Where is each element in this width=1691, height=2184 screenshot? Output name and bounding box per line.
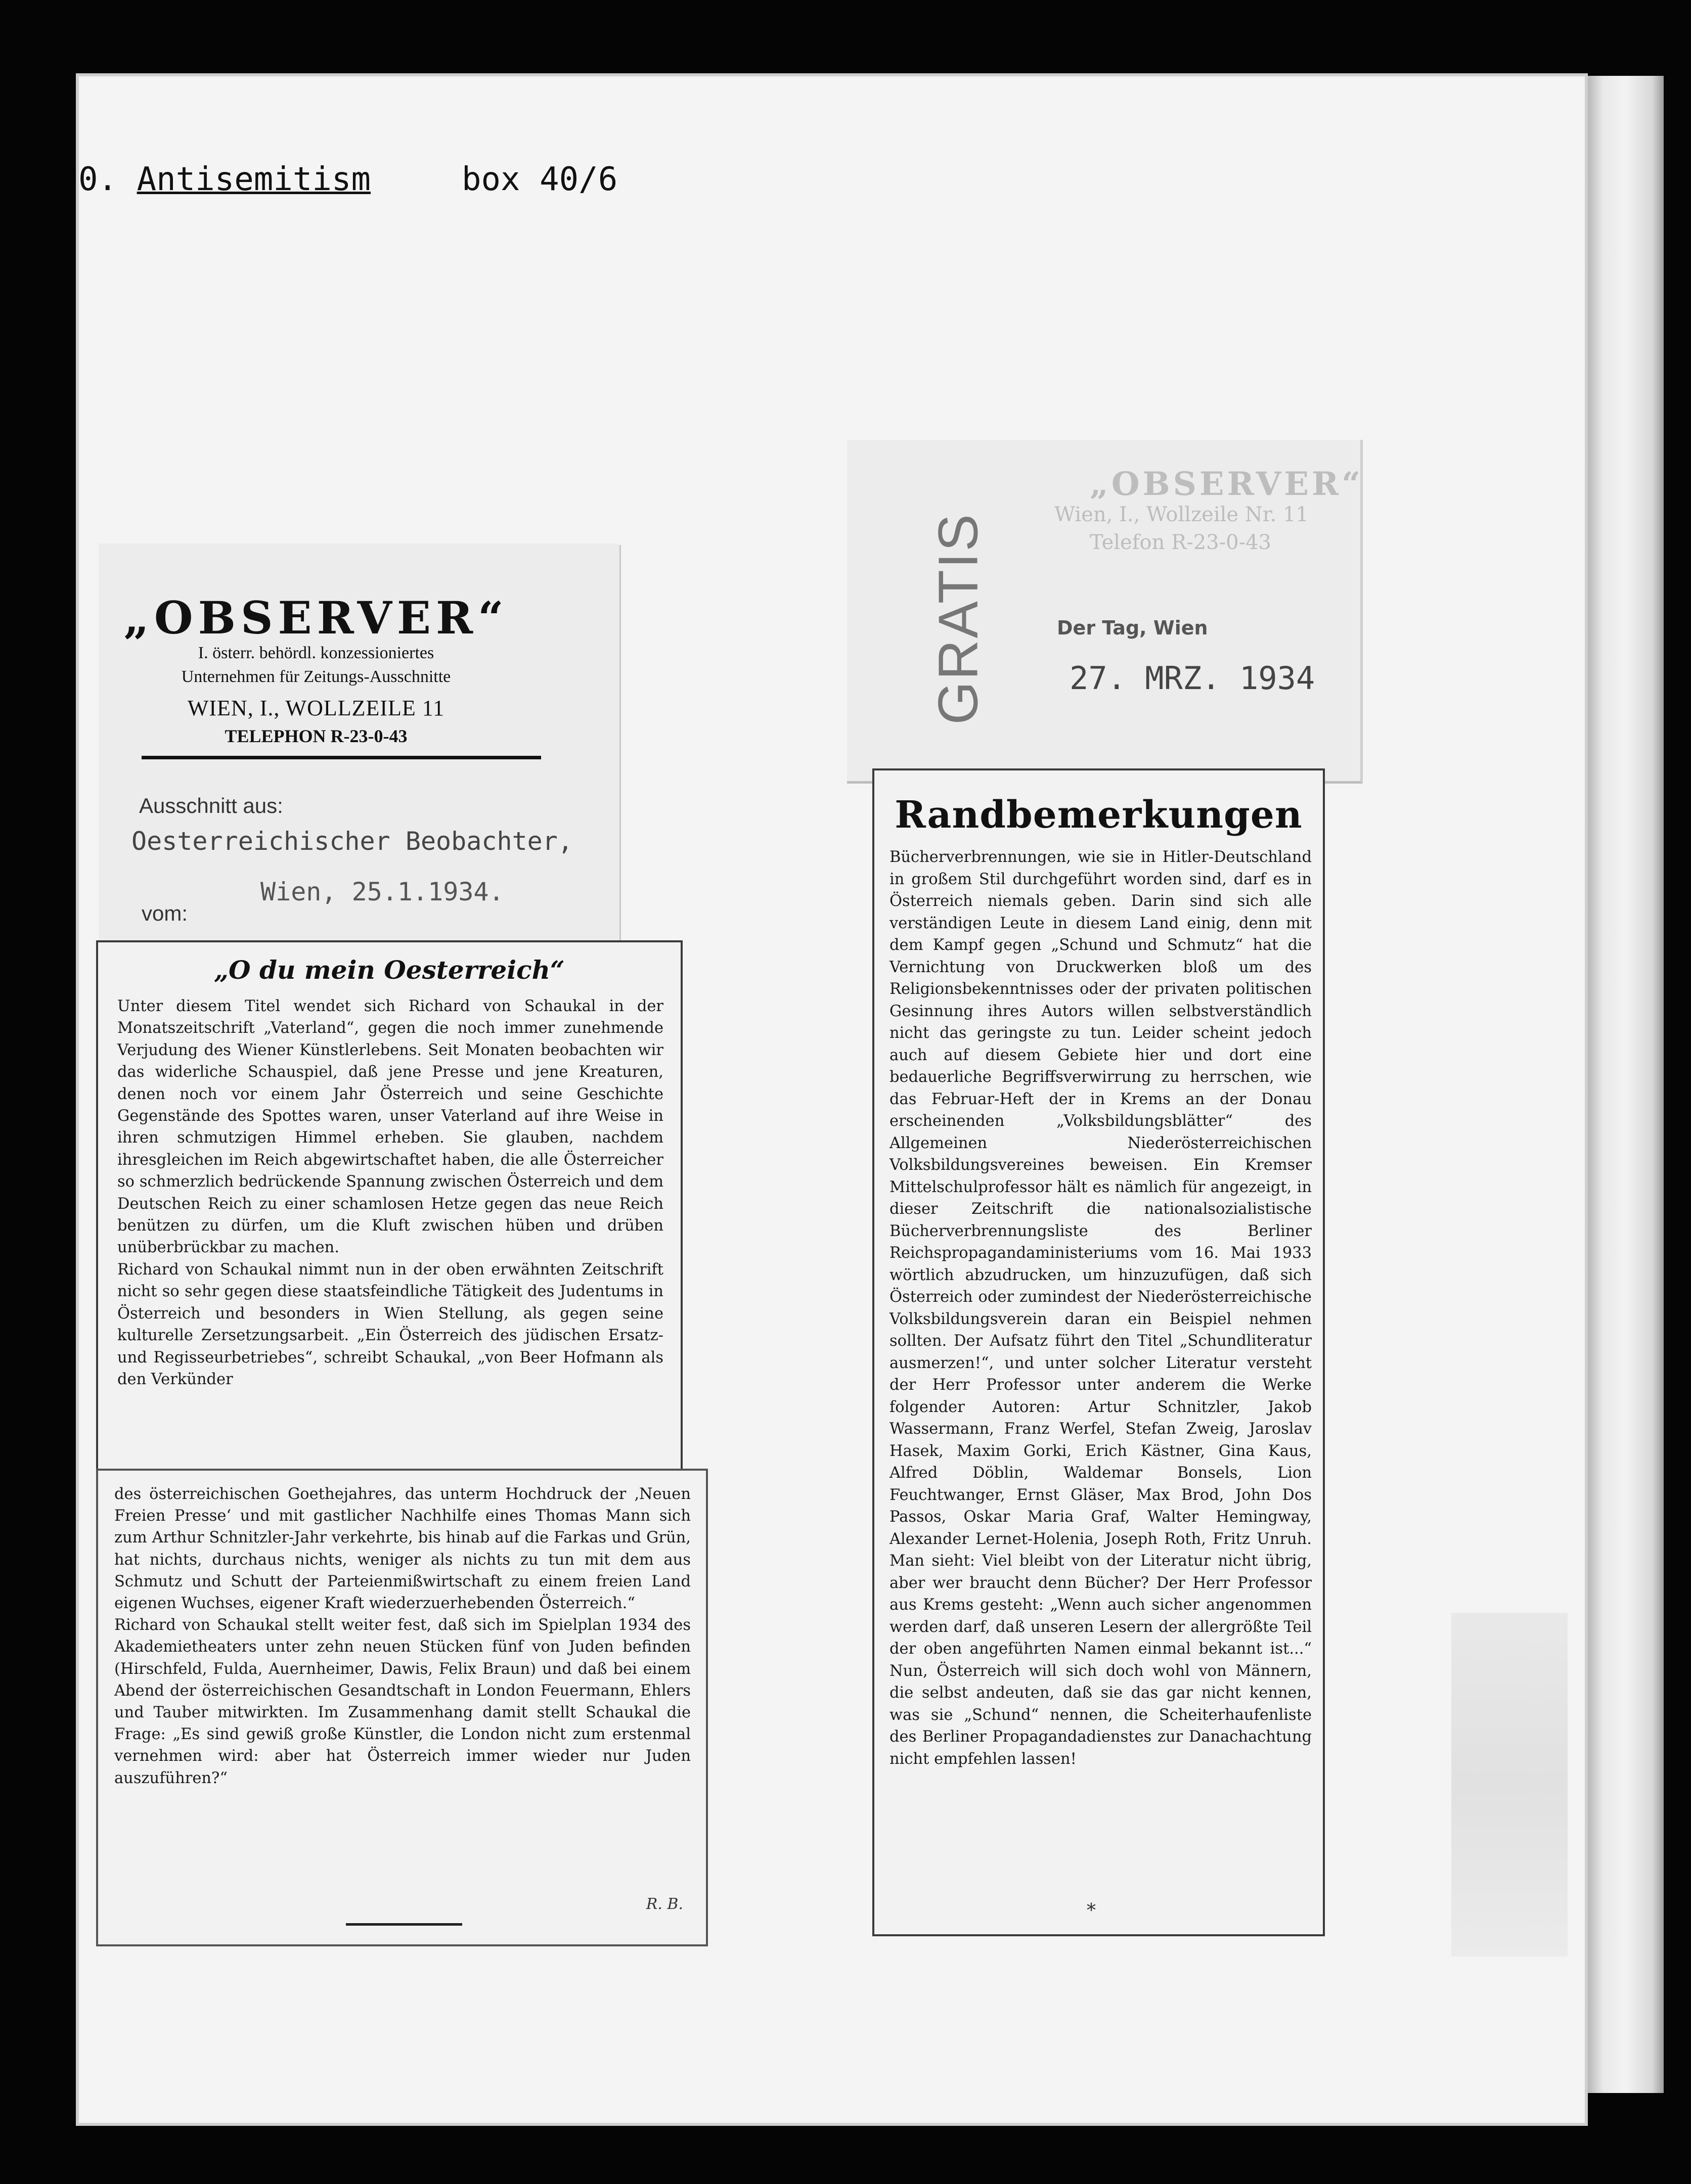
box-number: box 40/6 — [461, 161, 618, 198]
vom-label: vom: — [142, 901, 188, 925]
article-right-title: Randbemerkungen — [895, 793, 1303, 837]
article-left-part1 — [96, 940, 683, 1471]
stamp-slip — [847, 440, 1363, 784]
article-left-body2: des österreichischen Goethejahres, das unterm Hochdruck der ‚Neuen Freien Presse‘ und mit gastlicher Nachhilfe eines Thomas Mann sich zum Arthur Schnitzler-Jahr verkehrte, bis hinab auf die Farkas und Grün, hat nichts, durchaus nichts, weniger als nichts zu tun mit dem aus Schmutz und Schutt der Parteienmißwirtschaft zu einem freien Land eigenen Wuchses, eigener Kraft wiederzuerhebenden Österreich.“ Richard von Schaukal stellt weiter fest, daß sich im Spielplan 1934 des Akademietheaters unter zehn neuen Stücken fünf von Juden befinden (Hirschfeld, Fulda, Auernheimer, Dawis, Felix Braun) und daß bei einem Abend der österreichischen Gesandtschaft in London Feuermann, Ehlers und Tauber mitwirkten. Im Zusammenhang damit stellt Schaukal die Frage: „Es sind gewiß große Künstler, die London nicht zum erstenmal vernehmen wird: aber hat Österreich immer wieder nur Juden auszuführen?“ — [114, 1485, 691, 1787]
article-end-rule — [346, 1923, 462, 1926]
article-left-body1: Unter diesem Titel wendet sich Richard von Schaukal in der Monatszeitschrift „Vaterland“, gegen die noch immer zunehmende Verjudung des Wiener Künstlerlebens. Seit Monaten beobachten wir das widerliche Schauspiel, daß jene Presse und jene Kreaturen, denen noch vor einem Jahr Österreich und seine Geschichte Gegenstände des Spottes waren, unser Vaterland auf ihre Weise in ihren schmutzigen Himmel erheben. Sie glauben, nachdem ihresgleichen im Reich abgewirtschaftet haben, die alle Österreicher so schmerzlich bedrückende Spannung zwischen Österreich und dem Deutschen Reich zu einer schamlosen Hetze gegen das neue Reich benützen zu dürfen, um die Kluft zwischen hüben und drüben unüberbrückbar zu machen. Richard von Schaukal nimmt nun in der oben erwähnten Zeitschrift nicht so sehr gegen diese staatsfeindliche Tätigkeit des Judentums in Österreich und besonders in Wien Stellung, als gegen seine kulturelle Zersetzungsarbeit. „Ein Österreich des jüdischen Ersatz- und Regisseurbetriebes“, schreibt Schaukal, „von Beer Hofmann als den Verkünder — [117, 997, 663, 1388]
observer-line2: Unternehmen für Zeitungs-Ausschnitte — [181, 667, 451, 686]
stamp-ghost-line2: Telefon R-23-0-43 — [1090, 531, 1271, 554]
observer-rule — [142, 756, 541, 759]
stamp-ghost-line1: Wien, I., Wollzeile Nr. 11 — [1054, 503, 1309, 526]
observer-title: „OBSERVER“ — [123, 592, 509, 644]
stamp-date: 27. MRZ. 1934 — [1070, 660, 1315, 697]
clipping-date: Wien, 25.1.1934. — [260, 877, 504, 906]
article-signature: R. B. — [646, 1895, 683, 1913]
gratis-stamp: GRATIS — [927, 513, 990, 725]
observer-clipping-slip — [99, 543, 619, 943]
observer-telephone: TELEPHON R-23-0-43 — [225, 726, 408, 746]
article-left-part2 — [96, 1469, 708, 1946]
stamp-newspaper: Der Tag, Wien — [1057, 617, 1208, 639]
sheet-edge — [1588, 76, 1664, 2093]
paper-stain — [1451, 1613, 1568, 1956]
article-right-body: Bücherverbrennungen, wie sie in Hitler-Deutschland in großem Stil durchgeführt worden sind, darf es in Österreich niemals geben. Darin sind sich alle verständigen Leute in diesem Land einig, denn mit dem Kampf gegen „Schund und Schmutz“ hat die Vernichtung von Druckwerken bloß um des Religionsbekenntnisses oder der privaten politischen Gesinnung ihres Autors willen selbstverständlich nicht das geringste zu tun. Leider scheint jedoch auch auf diesem Gebiete hier und dort eine bedauerliche Begriffsverwirrung zu herrschen, wie das Februar-Heft der in Krems an der Donau erscheinenden „Volksbildungsblätter“ des Allgemeinen Niederösterreichischen Volksbildungsvereines beweisen. Ein Kremser Mittelschulprofessor hält es nämlich für angezeigt, in dieser Zeitschrift die nationalsozialistische Bücherverbrennungsliste des Berliner Reichspropagandaministeriums vom 16. Mai 1933 wörtlich abzudrucken, um hinzuzufügen, daß sich Österreich oder zumindest der Niederösterreichische Volksbildungsverein daran ein Beispiel nehmen sollten. Der Aufsatz führt den Titel „Schundliteratur ausmerzen!“, und unter solcher Literatur versteht der Herr Professor unter anderem die Werke folgender Autoren: Artur Schnitzler, Jakob Wassermann, Franz Werfel, Stefan Zweig, Jaroslav Hasek, Maxim Gorki, Erich Kästner, Gina Kaus, Alfred Döblin, Waldemar Bonsels, Lion Feuchtwanger, Ernst Gläser, Max Brod, John Dos Passos, Oskar Maria Graf, Walter Hemingway, Alexander Lernet-Holenia, Joseph Roth, Fritz Unruh. Man sieht: Viel bleibt von der Literatur nicht übrig, aber wer braucht denn Bücher? Der Herr Professor aus Krems gesteht: „Wenn auch sicher angenommen werden darf, daß unseren Lesern der allergrößte Teil der oben angeführten Namen einmal bekannt ist...“ Nun, Österreich will sich doch wohl von Männern, die selbst andeuten, daß sie das gar nicht kennen, was sie „Schund“ nennen, die Scheiterhaufenliste des Berliner Propagandadienstes zur Danachachtung nicht empfehlen lassen! — [889, 848, 1312, 1768]
ausschnitt-label: Ausschnitt aus: — [139, 794, 283, 817]
article-end-mark: * — [1087, 1900, 1096, 1921]
folder-topic: Antisemitism — [137, 161, 371, 198]
article-right — [872, 768, 1325, 1936]
observer-address: WIEN, I., WOLLZEILE 11 — [187, 696, 445, 720]
folder-number: 0. — [78, 161, 118, 198]
observer-line1: I. österr. behördl. konzessioniertes — [198, 644, 434, 662]
stamp-ghost-title: „OBSERVER“ — [1090, 465, 1363, 503]
article-left-title: „O du mein Oesterreich“ — [214, 955, 565, 985]
clipping-source: Oesterreichischer Beobachter, — [131, 827, 573, 856]
folder-label — [78, 142, 617, 217]
